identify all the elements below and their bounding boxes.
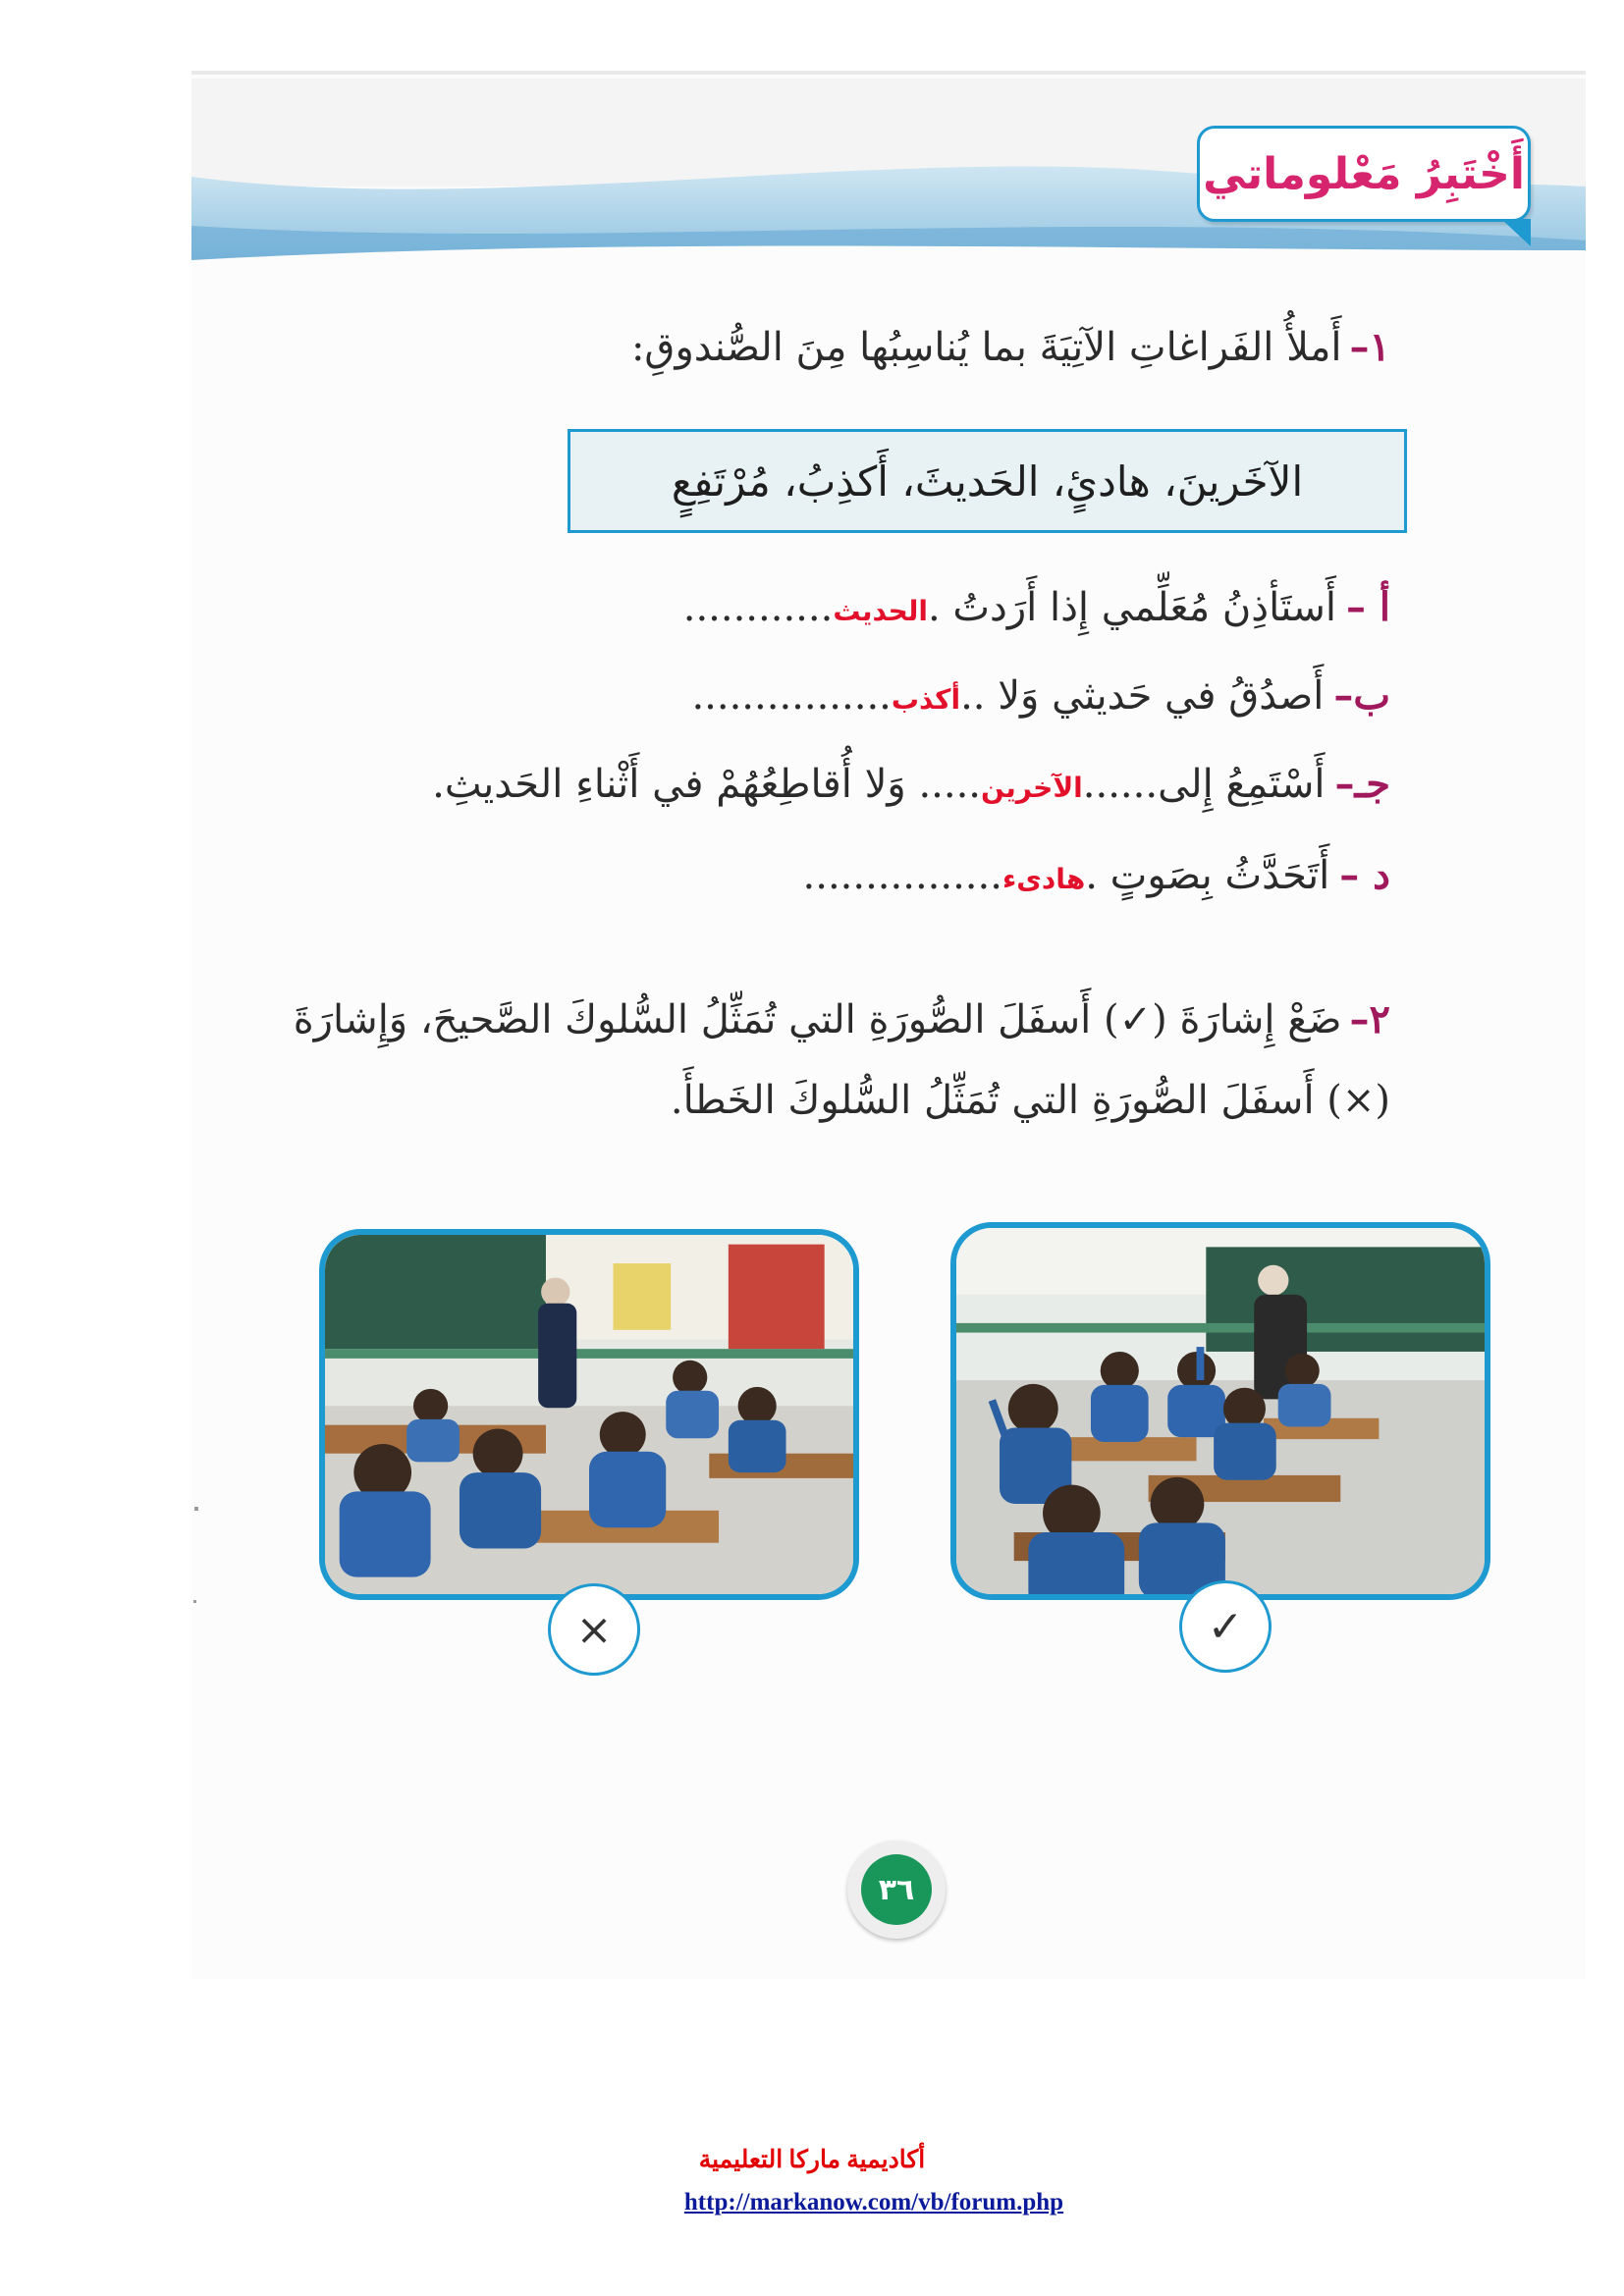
- item-text: أَسْتَمِعُ إِلى......: [1082, 762, 1326, 807]
- filled-answer: الحديث: [833, 595, 928, 627]
- item-letter: د –: [1339, 852, 1390, 898]
- blank-dots: ................: [691, 673, 892, 719]
- question-2-text: ضَعْ إِشارَةَ (✓) أَسفَلَ الصُّورَةِ التي تُمَثِّلُ السُّلوكَ الصَّحيحَ، وَإِشارَةَ: [293, 997, 1342, 1042]
- fill-item-d: [803, 852, 1390, 898]
- filled-answer: الآخرين: [981, 772, 1083, 804]
- item-text: أَصدُقُ في حَديثي وَلا ..: [960, 673, 1325, 719]
- question-2-line-1: [294, 996, 1390, 1042]
- word-bank-box: [568, 429, 1407, 533]
- footer-academy-name: أكاديمية ماركا التعليمية: [698, 2147, 926, 2173]
- classroom-photo: [325, 1235, 853, 1594]
- blank-dots: ................: [802, 853, 1002, 898]
- question-1-prompt: أَملأُ الفَراغاتِ الآتِيَةَ بما يُناسِبُها مِنَ الصُّندوقِ:: [630, 325, 1342, 370]
- item-letter: ب–: [1333, 672, 1390, 719]
- fill-item-b: [691, 672, 1390, 719]
- question-2-text: (×) أَسفَلَ الصُّورَةِ التي تُمَثِّلُ السُّلوكَ الخَطأَ.: [670, 1078, 1390, 1123]
- item-text: أَتَحَدَّثُ بِصَوتٍ .: [1085, 853, 1330, 898]
- cross-icon: ×: [575, 1604, 613, 1655]
- check-icon: ✓: [1207, 1601, 1244, 1652]
- footer-forum-link[interactable]: http://markanow.com/vb/forum.php: [683, 2189, 1064, 2216]
- filled-answer: أكذب: [891, 683, 961, 716]
- blank-dots: ............: [682, 585, 834, 630]
- question-2-number: ٢–: [1349, 996, 1390, 1042]
- filled-answer: هادىء: [1001, 863, 1086, 895]
- item-text-after: ..... وَلا أُقاطِعُهُمْ في أَثْناءِ الحَديثِ.: [432, 762, 982, 807]
- question-1-number: ١–: [1349, 324, 1390, 370]
- cross-mark-circle: [548, 1583, 640, 1676]
- section-title: أَخْتَبِرُ مَعْلوماتي: [1203, 148, 1525, 199]
- page-number-badge: [847, 1841, 946, 1939]
- fill-item-c: [432, 761, 1390, 807]
- question-2-line-2: [671, 1078, 1390, 1123]
- item-letter: أ –: [1345, 584, 1390, 630]
- classroom-photo: [956, 1228, 1485, 1594]
- fill-item-a: [683, 584, 1390, 630]
- word-bank-text: الآخَرينَ، هادئٍ، الحَديثَ، أَكذِبُ، مُرْتَفِعٍ: [671, 456, 1304, 506]
- scan-speck: [193, 1600, 196, 1603]
- question-1: [631, 324, 1390, 370]
- scan-speck: [194, 1507, 198, 1511]
- photo-correct-behavior: [950, 1222, 1490, 1600]
- item-letter: جـ–: [1334, 761, 1390, 807]
- check-mark-circle: [1179, 1580, 1272, 1673]
- page-number: ٣٦: [861, 1854, 932, 1925]
- item-text: أَستَأذِنُ مُعَلِّمي إِذا أَرَدتُ .: [927, 585, 1336, 630]
- photo-wrong-behavior: [319, 1229, 859, 1600]
- section-title-bubble: [1197, 126, 1531, 222]
